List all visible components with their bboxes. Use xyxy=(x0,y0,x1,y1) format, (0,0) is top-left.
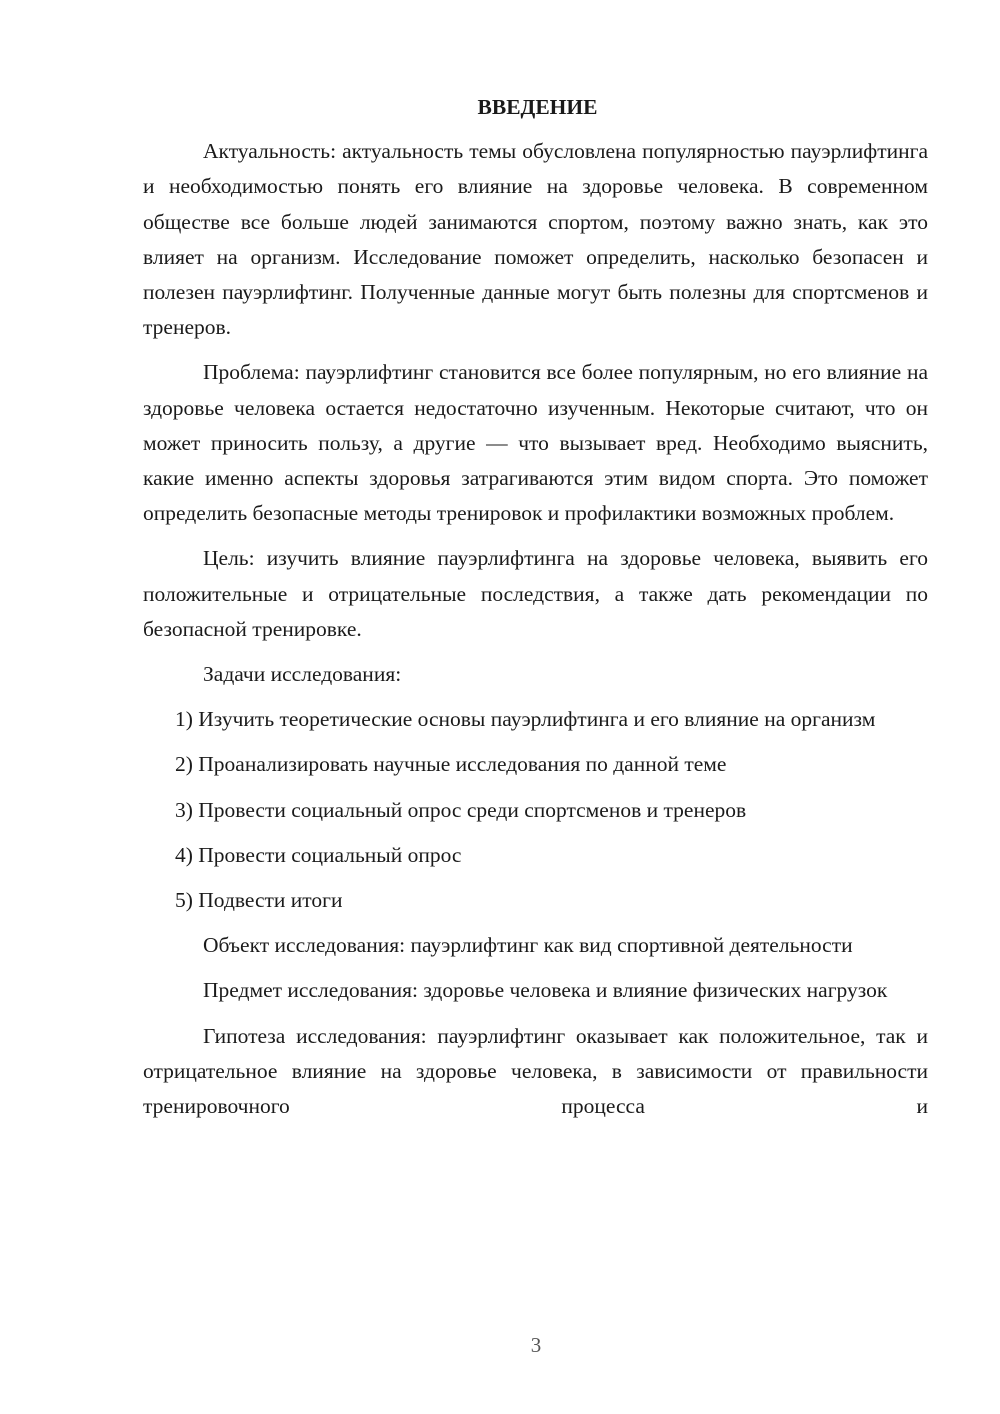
page-number: 3 xyxy=(530,1333,542,1357)
document-page xyxy=(143,90,928,1134)
section-heading: ВВЕДЕНИЕ xyxy=(477,95,598,119)
paragraph-goal: Цель: изучить влияние пауэрлифтинга на здоровье человека, выявить его положительные и отрицательные последствия, а также дать рекомендации по безопасной тренировке. xyxy=(143,546,928,641)
tasks-intro: Задачи исследования: xyxy=(203,662,402,687)
paragraph-relevance: Актуальность: актуальность темы обусловлена популярностью пауэрлифтинга и необходимостью понять его влияние на здоровье человека. В современном обществе все больше людей занимаются спортом, поэтому важно знать, как это влияет на организм. Исследование поможет определить, насколько безопасен и полезен пауэрлифтинг. Полученные данные могут быть полезны для спортсменов и тренеров. xyxy=(143,139,928,340)
tasks-list xyxy=(143,702,928,918)
list-item: 1) Изучить теоретические основы пауэрлифтинга и его влияние на организм xyxy=(175,707,876,732)
list-item: 4) Провести социальный опрос xyxy=(175,842,462,867)
list-item: 5) Подвести итоги xyxy=(175,888,343,913)
paragraph-object: Объект исследования: пауэрлифтинг как вид спортивной деятельности xyxy=(203,933,853,958)
paragraph-problem: Проблема: пауэрлифтинг становится все более популярным, но его влияние на здоровье человека остается недостаточно изученным. Некоторые считают, что он может приносить пользу, а другие — что вызывает вред. Необходимо выяснить, какие именно аспекты здоровья затрагиваются этим видом спорта. Это поможет определить безопасные методы тренировок и профилактики возможных проблем. xyxy=(143,360,928,526)
list-item: 2) Проанализировать научные исследования по данной теме xyxy=(175,752,727,777)
paragraph-hypothesis: Гипотеза исследования: пауэрлифтинг оказывает как положительное, так и отрицательное влияние на здоровье человека, в зависимости от правильности тренировочного процесса и xyxy=(143,1023,928,1119)
paragraph-subject: Предмет исследования: здоровье человека и влияние физических нагрузок xyxy=(203,978,888,1003)
list-item: 3) Провести социальный опрос среди спортсменов и тренеров xyxy=(175,797,747,822)
